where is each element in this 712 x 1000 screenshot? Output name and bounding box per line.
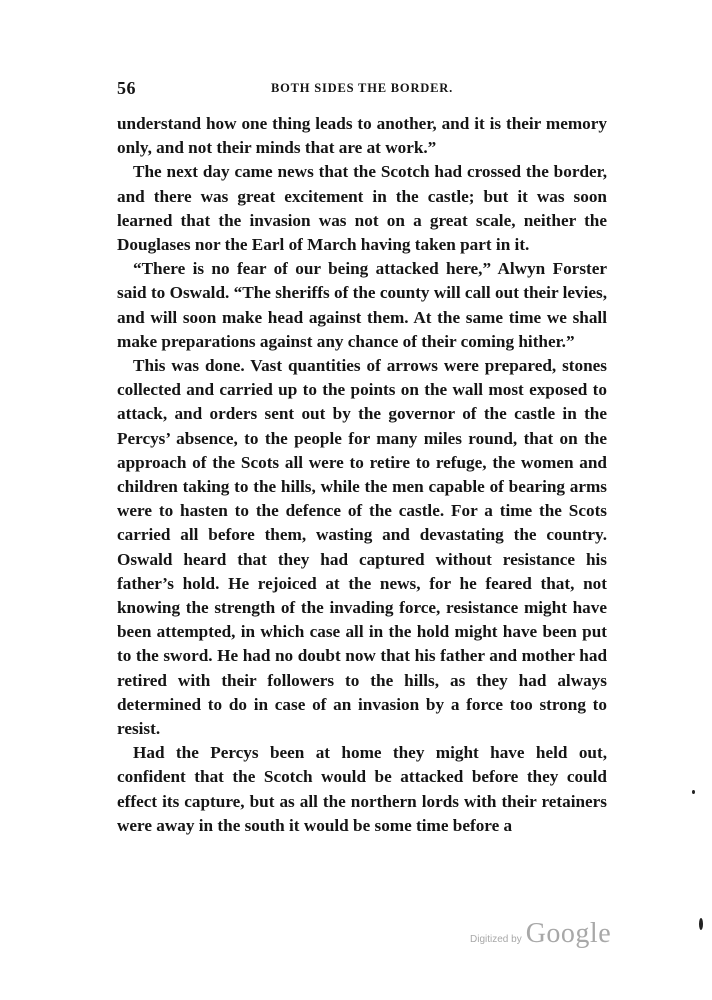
- paragraph: “There is no fear of our being attacked here,” Alwyn Forster said to Oswald. “The sheriffs of the county will call out their levies, and will soon make head against them. At the same time we shall make preparations against any chance of their coming hither.”: [117, 259, 607, 351]
- google-logo: Google: [525, 918, 612, 949]
- page-header: [117, 78, 607, 100]
- paragraph: This was done. Vast quantities of arrows were prepared, stones collected and carried up to the points on the wall most exposed to attack, and orders sent out by the governor of the castle in the Percys’ absence, to the people for many miles round, that on the approach of the Scots all were to retire to refuge, the women and children taking to the hills, while the men capable of bearing arms were to hasten to the defence of the castle. For a time the Scots carried all before them, wasting and devastating the country. Oswald heard that they had captured without resistance his father’s hold. He rejoiced at the news, for he feared that, not knowing the strength of the invading force, resistance might have been attempted, in which case all in the hold might have been put to the sword. He had no doubt now that his father and mother had retired with their followers to the hills, as they had always determined to do in case of an invasion by a force too strong to resist.: [117, 356, 607, 739]
- paragraph: Had the Percys been at home they might have held out, confident that the Scotch would be attacked before they could effect its capture, but as all the northern lords with their retainers were away in the south it would be some time before a: [117, 743, 607, 835]
- body-text: [117, 112, 607, 838]
- running-title: BOTH SIDES THE BORDER.: [270, 81, 453, 95]
- paragraph: The next day came news that the Scotch had crossed the border, and there was great excitement in the castle; but it was soon learned that the invasion was not on a great scale, neither the Douglases nor the Earl of March having taken part in it.: [117, 162, 607, 255]
- scan-speck: [692, 790, 695, 794]
- paragraph: understand how one thing leads to another, and it is their memory only, and not their minds that are at work.”: [117, 114, 607, 158]
- watermark-prefix: Digitized by: [470, 934, 522, 945]
- page-number: 56: [117, 78, 136, 98]
- scan-speck: [699, 918, 703, 930]
- digitized-watermark: [470, 918, 611, 952]
